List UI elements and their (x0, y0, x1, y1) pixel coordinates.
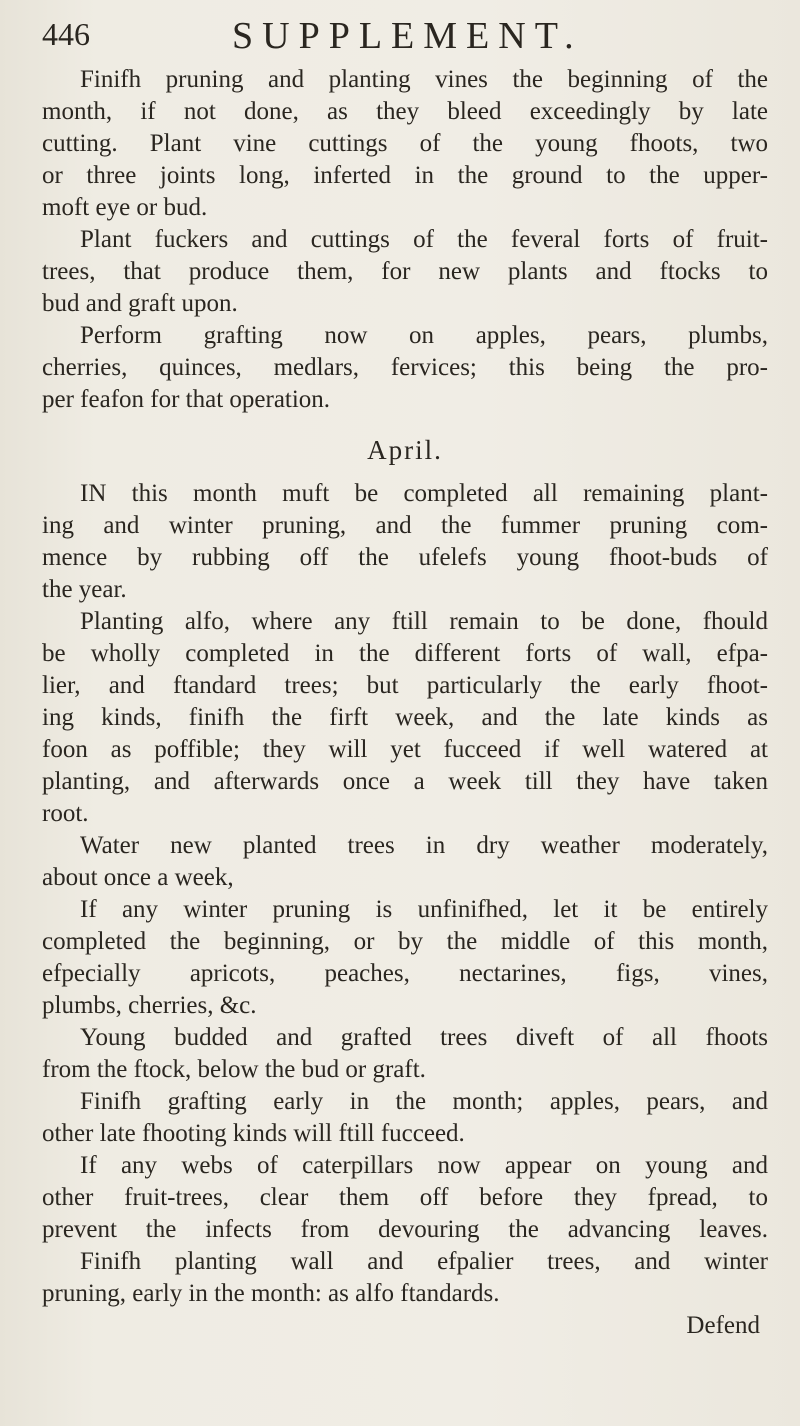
text-line: or three joints long, inferted in the ground to the upper- (42, 162, 768, 189)
text-line: Plant fuckers and cuttings of the feveral forts of fruit- (80, 226, 768, 253)
text-line: efpecially apricots, peaches, nectarines, figs, vines, (42, 960, 768, 987)
text-line: ing kinds, finifh the firft week, and the late kinds as (42, 704, 768, 731)
text-line: If any webs of caterpillars now appear on young and (80, 1152, 768, 1179)
text-line: other fruit-trees, clear them off before they fpread, to (42, 1184, 768, 1211)
paragraphs-april (42, 478, 768, 1310)
text-line: pruning, early in the month: as alfo ftandards. (42, 1280, 500, 1307)
text-line: other late fhooting kinds will ftill fucceed. (42, 1120, 465, 1147)
text-line: from the ftock, below the bud or graft. (42, 1056, 426, 1083)
section-heading: April. (367, 435, 443, 465)
text-line: the year. (42, 576, 127, 603)
text-line: If any winter pruning is unfinifhed, let it be entirely (80, 896, 768, 923)
text-line: Planting alfo, where any ftill remain to be done, fhould (80, 608, 768, 635)
text-line: planting, and afterwards once a week till they have taken (42, 768, 768, 795)
text-line: plumbs, cherries, &c. (42, 992, 257, 1019)
page-header (42, 14, 762, 64)
text-line: trees, that produce them, for new plants and ftocks to (42, 258, 768, 285)
page-number: 446 (42, 16, 90, 52)
text-line: Finifh grafting early in the month; apples, pears, and (80, 1088, 768, 1115)
text-line: Water new planted trees in dry weather moderately, (80, 832, 768, 859)
paragraphs-top (42, 64, 768, 416)
text-line: cherries, quinces, medlars, fervices; this being the pro- (42, 354, 768, 381)
text-line: Finifh planting wall and efpalier trees, and winter (80, 1248, 768, 1275)
text-line: mence by rubbing off the ufelefs young fhoot-buds of (42, 544, 768, 571)
text-line: Perform grafting now on apples, pears, plumbs, (80, 322, 768, 349)
body-text (42, 64, 768, 1342)
running-head: SUPPLEMENT. (232, 15, 583, 57)
catchword: Defend (686, 1312, 760, 1339)
text-line: root. (42, 800, 89, 827)
text-line: about once a week, (42, 864, 234, 891)
text-line: IN this month muft be completed all remaining plant- (80, 480, 768, 507)
text-line: ing and winter pruning, and the fummer pruning com- (42, 512, 768, 539)
text-line: bud and graft upon. (42, 290, 238, 317)
text-line: per feafon for that operation. (42, 386, 331, 413)
text-line: Finifh pruning and planting vines the beginning of the (80, 66, 768, 93)
text-line: foon as poffible; they will yet fucceed if well watered at (42, 736, 768, 763)
text-line: Young budded and grafted trees diveft of all fhoots (80, 1024, 768, 1051)
text-line: prevent the infects from devouring the advancing leaves. (42, 1216, 768, 1243)
text-line: lier, and ftandard trees; but particularly the early fhoot- (42, 672, 768, 699)
text-line: moft eye or bud. (42, 194, 208, 221)
text-line: completed the beginning, or by the middle of this month, (42, 928, 768, 955)
text-line: month, if not done, as they bleed exceedingly by late (42, 98, 768, 125)
text-line: cutting. Plant vine cuttings of the young fhoots, two (42, 130, 768, 157)
text-line: be wholly completed in the different forts of wall, efpa- (42, 640, 768, 667)
